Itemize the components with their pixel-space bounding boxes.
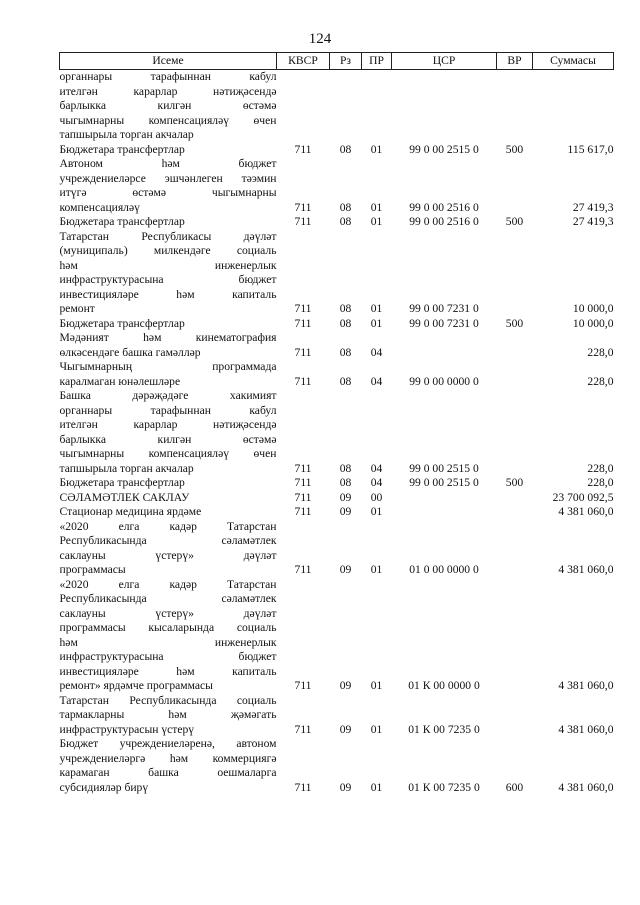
table-header [60, 53, 614, 70]
table-row [60, 331, 614, 360]
cell-pr: 00 [370, 490, 383, 504]
table-row [60, 317, 614, 332]
row-name [60, 491, 277, 506]
cell-kvsr: 711 [294, 345, 312, 359]
row-name [60, 215, 277, 230]
row-name-line: чыгымнарны компенсацияләү өчен [59, 113, 277, 127]
table-row [60, 694, 614, 738]
row-name [60, 737, 277, 795]
row-name-line: һәм инженерлык [59, 635, 277, 649]
row-name [60, 317, 277, 332]
cell-pr: 01 [370, 316, 383, 330]
row-name-line: инфраструктурасына бюджет [59, 273, 277, 286]
row-name-line: программасы [59, 563, 126, 576]
cell-pr: 01 [370, 200, 383, 214]
header-csr: ЦСР [392, 53, 497, 70]
table-row [60, 578, 614, 694]
table-row [60, 143, 614, 158]
row-name-line: ремонт [59, 302, 95, 315]
row-name-line: Мәдәният һәм кинематография [59, 331, 277, 344]
cell-csr: 01 К 00 0000 0 [408, 679, 480, 692]
cell-kvsr: 711 [294, 476, 312, 489]
cell-sum: 10 000,0 [572, 302, 614, 315]
cell-sum: 228,0 [587, 476, 614, 489]
row-name-line: инфраструктурасына бюджет [59, 650, 277, 663]
row-name-line: (муниципаль) милкендәге социаль [59, 244, 277, 257]
cell-sum: 10 000,0 [572, 316, 614, 330]
page-number: 124 [308, 31, 332, 47]
cell-pr: 01 [370, 302, 383, 315]
row-name-line: инфраструктурасын үстерү [59, 722, 195, 736]
cell-sum: 27 419,3 [572, 215, 614, 228]
row-name-line: барлыкка килгән өстәмә [59, 99, 277, 112]
cell-vr [497, 505, 533, 520]
cell-sum: 4 381 060,0 [558, 722, 614, 736]
table-row [60, 520, 614, 578]
cell-vr: 500 [505, 215, 524, 228]
row-name [60, 157, 277, 215]
cell-kvsr: 711 [294, 780, 312, 794]
table-row [60, 230, 614, 317]
cell-csr: 99 0 00 0000 0 [409, 374, 479, 388]
cell-kvsr: 711 [294, 461, 312, 475]
row-name [60, 331, 277, 360]
row-name-line: ремонт» ярдәмче программасы [59, 679, 213, 692]
row-name [60, 520, 277, 578]
row-name-line: ителгән карарлар нәтиҗәсендә [59, 418, 277, 431]
row-name-line: «2020 елга кадәр Татарстан [59, 519, 277, 533]
row-name-line: органнары тарафыннан кабул [59, 70, 277, 83]
cell-csr: 99 0 00 2515 0 [409, 476, 479, 489]
row-name-line: Республикасында сәламәтлек [59, 592, 277, 605]
row-name-line: Бюджетара трансфертлар [59, 142, 185, 156]
cell-rz [330, 70, 362, 143]
cell-sum: 115 617,0 [567, 142, 614, 156]
row-name-line: «2020 елга кадәр Татарстан [59, 577, 277, 591]
cell-rz: 08 [339, 200, 352, 214]
cell-pr: 01 [370, 505, 383, 518]
row-name-line: Бюджетара трансфертлар [59, 316, 185, 330]
cell-pr: 01 [370, 679, 383, 692]
cell-sum: 23 700 092,5 [552, 490, 614, 504]
cell-rz: 09 [339, 780, 352, 794]
cell-vr: 500 [505, 142, 524, 156]
row-name-line: Автоном һәм бюджет [59, 157, 277, 170]
cell-vr [497, 694, 533, 738]
row-name-line: тармакларны һәм җәмәгать [59, 708, 277, 721]
cell-pr: 04 [370, 374, 383, 388]
cell-vr: 500 [505, 476, 524, 489]
table-row [60, 70, 614, 143]
row-name-line: барлыкка килгән өстәмә [59, 432, 277, 446]
row-name-line: учреждениеләргә һәм коммерциягә [59, 751, 277, 765]
row-name-line: Татарстан Республикасы дәүләт [59, 229, 277, 243]
row-name-line: ителгән карарлар нәтиҗәсендә [59, 84, 277, 98]
cell-pr: 01 [370, 780, 383, 794]
cell-kvsr: 711 [294, 302, 312, 315]
budget-table [59, 52, 614, 795]
table-row [60, 389, 614, 476]
row-name-line: инвестицияләре һәм капиталь [59, 664, 277, 678]
cell-pr: 04 [370, 476, 383, 489]
cell-rz: 08 [339, 476, 352, 489]
cell-rz: 08 [339, 215, 352, 228]
row-name-line: карамаган башка оешмаларга [59, 766, 277, 779]
table-row [60, 157, 614, 215]
row-name-line: Бюджетара трансфертлар [59, 476, 185, 489]
cell-csr [392, 70, 497, 143]
cell-csr: 01 К 00 7235 0 [408, 780, 480, 794]
cell-sum: 4 381 060,0 [558, 505, 614, 518]
cell-kvsr: 711 [294, 142, 312, 156]
row-name-line: инвестицияләре һәм капиталь [59, 287, 277, 301]
cell-csr: 99 0 00 2515 0 [409, 142, 479, 156]
cell-kvsr: 711 [294, 505, 312, 518]
cell-pr: 04 [370, 345, 383, 359]
cell-csr [392, 491, 497, 506]
cell-pr [362, 70, 392, 143]
row-name-line: тапшырыла торган акчалар [59, 461, 194, 475]
row-name-line: компенсацияләү [59, 200, 140, 214]
cell-kvsr [277, 70, 330, 143]
cell-csr: 99 0 00 2516 0 [409, 200, 479, 214]
header-sum: Суммасы [533, 53, 614, 70]
row-name-line: учреждениеләрсе эшчәнлеген тәэмин [59, 171, 277, 185]
cell-rz: 08 [339, 374, 352, 388]
cell-pr: 01 [370, 142, 383, 156]
cell-vr [497, 389, 533, 476]
cell-rz: 09 [339, 490, 352, 504]
table-row [60, 505, 614, 520]
table-row [60, 737, 614, 795]
table-body [60, 70, 614, 796]
cell-vr [497, 70, 533, 143]
cell-kvsr: 711 [294, 722, 312, 736]
cell-pr: 04 [370, 461, 383, 475]
cell-csr [392, 331, 497, 360]
table-row [60, 476, 614, 491]
row-name [60, 694, 277, 738]
cell-sum: 228,0 [587, 345, 614, 359]
row-name [60, 476, 277, 491]
cell-vr [497, 578, 533, 694]
row-name [60, 505, 277, 520]
cell-vr [497, 230, 533, 317]
cell-csr: 01 К 00 7235 0 [408, 722, 480, 736]
cell-csr: 99 0 00 2516 0 [409, 215, 479, 228]
row-name-line: Стационар медицина ярдәме [59, 505, 202, 518]
cell-sum [533, 70, 614, 143]
cell-kvsr: 711 [294, 316, 312, 330]
row-name-line: Бюджетара трансфертлар [59, 215, 185, 228]
row-name-line: каралмаган юнәлешләре [59, 374, 181, 388]
cell-sum: 228,0 [587, 461, 614, 475]
cell-csr: 99 0 00 7231 0 [409, 302, 479, 315]
cell-vr [497, 360, 533, 389]
cell-rz: 08 [339, 302, 352, 315]
header-vr: ВР [497, 53, 533, 70]
header-rz: Рз [330, 53, 362, 70]
row-name-line: чыгымнарны компенсацияләү өчен [59, 447, 277, 460]
cell-sum: 4 381 060,0 [558, 679, 614, 692]
row-name-line: итүгә өстәмә чыгымнарны [59, 186, 277, 199]
cell-sum: 228,0 [587, 374, 614, 388]
cell-vr: 500 [505, 316, 524, 330]
row-name-line: саклауны үстерү» дәүләт [59, 606, 277, 620]
cell-csr: 99 0 00 2515 0 [409, 461, 479, 475]
row-name [60, 230, 277, 317]
table-row [60, 360, 614, 389]
row-name-line: органнары тарафыннан кабул [59, 403, 277, 417]
cell-sum: 27 419,3 [572, 200, 614, 214]
cell-kvsr: 711 [294, 215, 312, 228]
cell-rz: 09 [339, 679, 352, 692]
row-name-line: субсидияләр бирү [59, 780, 149, 794]
row-name-line: һәм инженерлык [59, 258, 277, 272]
row-name-line: тапшырыла торган акчалар [59, 128, 194, 141]
header-pr: ПР [362, 53, 392, 70]
cell-vr [497, 331, 533, 360]
row-name-line: программасы кысаларында социаль [59, 621, 277, 634]
row-name-line: Республикасында сәламәтлек [59, 534, 277, 547]
cell-vr: 600 [505, 780, 524, 794]
row-name [60, 143, 277, 158]
cell-vr [497, 157, 533, 215]
cell-kvsr: 711 [294, 563, 312, 576]
cell-pr: 01 [370, 215, 383, 228]
cell-rz: 08 [339, 142, 352, 156]
table-row [60, 491, 614, 506]
row-name [60, 578, 277, 694]
cell-rz: 09 [339, 563, 352, 576]
cell-rz: 09 [339, 505, 352, 518]
cell-vr [497, 520, 533, 578]
row-name-line: Башка дәрәҗәдәге хакимият [59, 389, 277, 402]
row-name [60, 360, 277, 389]
cell-rz: 08 [339, 316, 352, 330]
cell-sum: 4 381 060,0 [558, 563, 614, 576]
row-name [60, 70, 277, 143]
row-name-line: саклауны үстерү» дәүләт [59, 548, 277, 562]
row-name-line: Татарстан Республикасында социаль [59, 693, 277, 707]
row-name-line: СӘЛАМӘТЛЕК САКЛАУ [59, 490, 190, 504]
header-name: Исеме [60, 53, 277, 70]
row-name [60, 389, 277, 476]
cell-kvsr: 711 [294, 679, 312, 692]
cell-rz: 09 [339, 722, 352, 736]
cell-kvsr: 711 [294, 490, 312, 504]
cell-csr: 01 0 00 0000 0 [409, 563, 479, 576]
row-name-line: өлкәсендәге башка гамәлләр [59, 345, 201, 359]
header-kvsr: КВСР [277, 53, 330, 70]
cell-pr: 01 [370, 722, 383, 736]
row-name-line: Бюджет учреждениеләренә, автоном [59, 737, 277, 750]
cell-rz: 08 [339, 461, 352, 475]
cell-pr: 01 [370, 563, 383, 576]
table-row [60, 215, 614, 230]
cell-kvsr: 711 [294, 374, 312, 388]
cell-rz: 08 [339, 345, 352, 359]
cell-sum: 4 381 060,0 [558, 780, 614, 794]
cell-vr [497, 491, 533, 506]
cell-csr: 99 0 00 7231 0 [409, 316, 479, 330]
cell-kvsr: 711 [294, 200, 312, 214]
cell-csr [392, 505, 497, 520]
row-name-line: Чыгымнарның программада [59, 360, 277, 373]
